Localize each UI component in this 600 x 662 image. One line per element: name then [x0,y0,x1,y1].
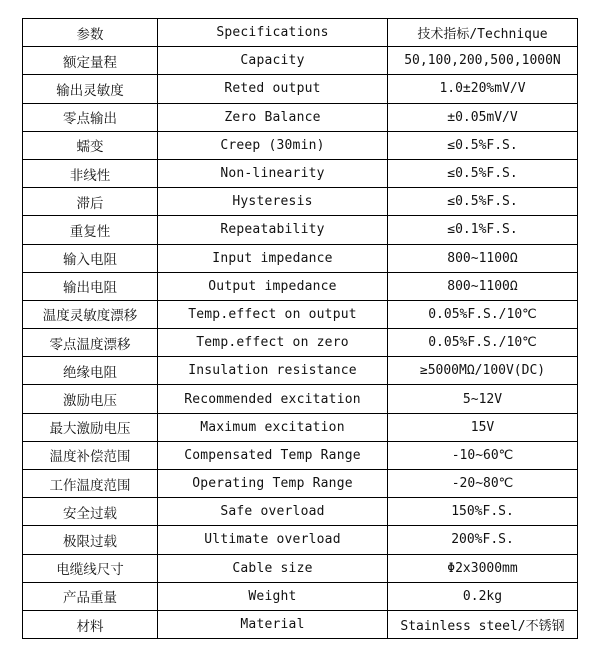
param-name-cn: 最大激励电压 [23,413,158,441]
table-row [23,188,578,216]
param-name-cn: 输出电阻 [23,272,158,300]
param-name-cn: 激励电压 [23,385,158,413]
param-name-en: Temp.effect on zero [158,329,388,357]
param-name-en: Creep (30min) [158,131,388,159]
param-name-en: Weight [158,582,388,610]
param-name-en: Temp.effect on output [158,300,388,328]
param-name-en: Output impedance [158,272,388,300]
param-name-en: Material [158,610,388,638]
param-name-cn: 材料 [23,610,158,638]
param-name-cn: 安全过载 [23,498,158,526]
param-name-cn: 工作温度范围 [23,470,158,498]
param-name-en: Input impedance [158,244,388,272]
table-row [23,159,578,187]
param-value: 0.05%F.S./10℃ [388,300,578,328]
param-value: ±0.05mV/V [388,103,578,131]
param-name-cn: 重复性 [23,216,158,244]
param-name-cn: 温度灵敏度漂移 [23,300,158,328]
param-value: 200%F.S. [388,526,578,554]
param-value: 800~1100Ω [388,244,578,272]
param-value: ≤0.5%F.S. [388,188,578,216]
table-row [23,610,578,638]
param-name-cn: 温度补偿范围 [23,441,158,469]
table-row [23,441,578,469]
table-row [23,329,578,357]
param-value: ≤0.5%F.S. [388,131,578,159]
param-name-en: Non-linearity [158,159,388,187]
param-name-cn: 电缆线尺寸 [23,554,158,582]
param-value: 0.2kg [388,582,578,610]
specifications-table-body [23,19,578,639]
table-row [23,244,578,272]
param-name-en: Cable size [158,554,388,582]
param-name-cn: 绝缘电阻 [23,357,158,385]
param-name-en: Repeatability [158,216,388,244]
table-row [23,131,578,159]
table-row [23,300,578,328]
param-name-cn: 滞后 [23,188,158,216]
param-name-en: Ultimate overload [158,526,388,554]
header-technique: 技术指标/Technique [388,19,578,47]
param-value: 800~1100Ω [388,272,578,300]
param-name-en: Operating Temp Range [158,470,388,498]
param-name-cn: 额定量程 [23,47,158,75]
param-name-en: Safe overload [158,498,388,526]
param-name-en: Capacity [158,47,388,75]
table-row [23,47,578,75]
param-name-cn: 零点输出 [23,103,158,131]
param-value: ≥5000MΩ/100V(DC) [388,357,578,385]
param-name-en: Maximum excitation [158,413,388,441]
table-row [23,216,578,244]
table-row [23,75,578,103]
param-name-cn: 产品重量 [23,582,158,610]
table-row [23,470,578,498]
param-name-en: Recommended excitation [158,385,388,413]
header-specifications: Specifications [158,19,388,47]
param-name-en: Zero Balance [158,103,388,131]
param-value: 50,100,200,500,1000N [388,47,578,75]
param-name-cn: 输入电阻 [23,244,158,272]
param-value: Φ2x3000mm [388,554,578,582]
table-row [23,385,578,413]
param-value: 150%F.S. [388,498,578,526]
table-header-row [23,19,578,47]
param-name-cn: 蠕变 [23,131,158,159]
param-name-en: Reted output [158,75,388,103]
param-value: 5~12V [388,385,578,413]
header-parameter: 参数 [23,19,158,47]
param-name-en: Compensated Temp Range [158,441,388,469]
table-row [23,498,578,526]
table-row [23,582,578,610]
param-name-cn: 极限过载 [23,526,158,554]
param-name-en: Insulation resistance [158,357,388,385]
table-row [23,554,578,582]
param-value: ≤0.1%F.S. [388,216,578,244]
param-value: Stainless steel/不锈钢 [388,610,578,638]
table-row [23,272,578,300]
table-row [23,357,578,385]
param-name-cn: 零点温度漂移 [23,329,158,357]
specifications-table [22,18,578,639]
param-value: -10~60℃ [388,441,578,469]
param-value: 0.05%F.S./10℃ [388,329,578,357]
param-name-cn: 输出灵敏度 [23,75,158,103]
table-row [23,413,578,441]
param-value: 15V [388,413,578,441]
param-value: ≤0.5%F.S. [388,159,578,187]
table-row [23,526,578,554]
param-name-en: Hysteresis [158,188,388,216]
table-row [23,103,578,131]
param-value: -20~80℃ [388,470,578,498]
param-name-cn: 非线性 [23,159,158,187]
param-value: 1.0±20%mV/V [388,75,578,103]
